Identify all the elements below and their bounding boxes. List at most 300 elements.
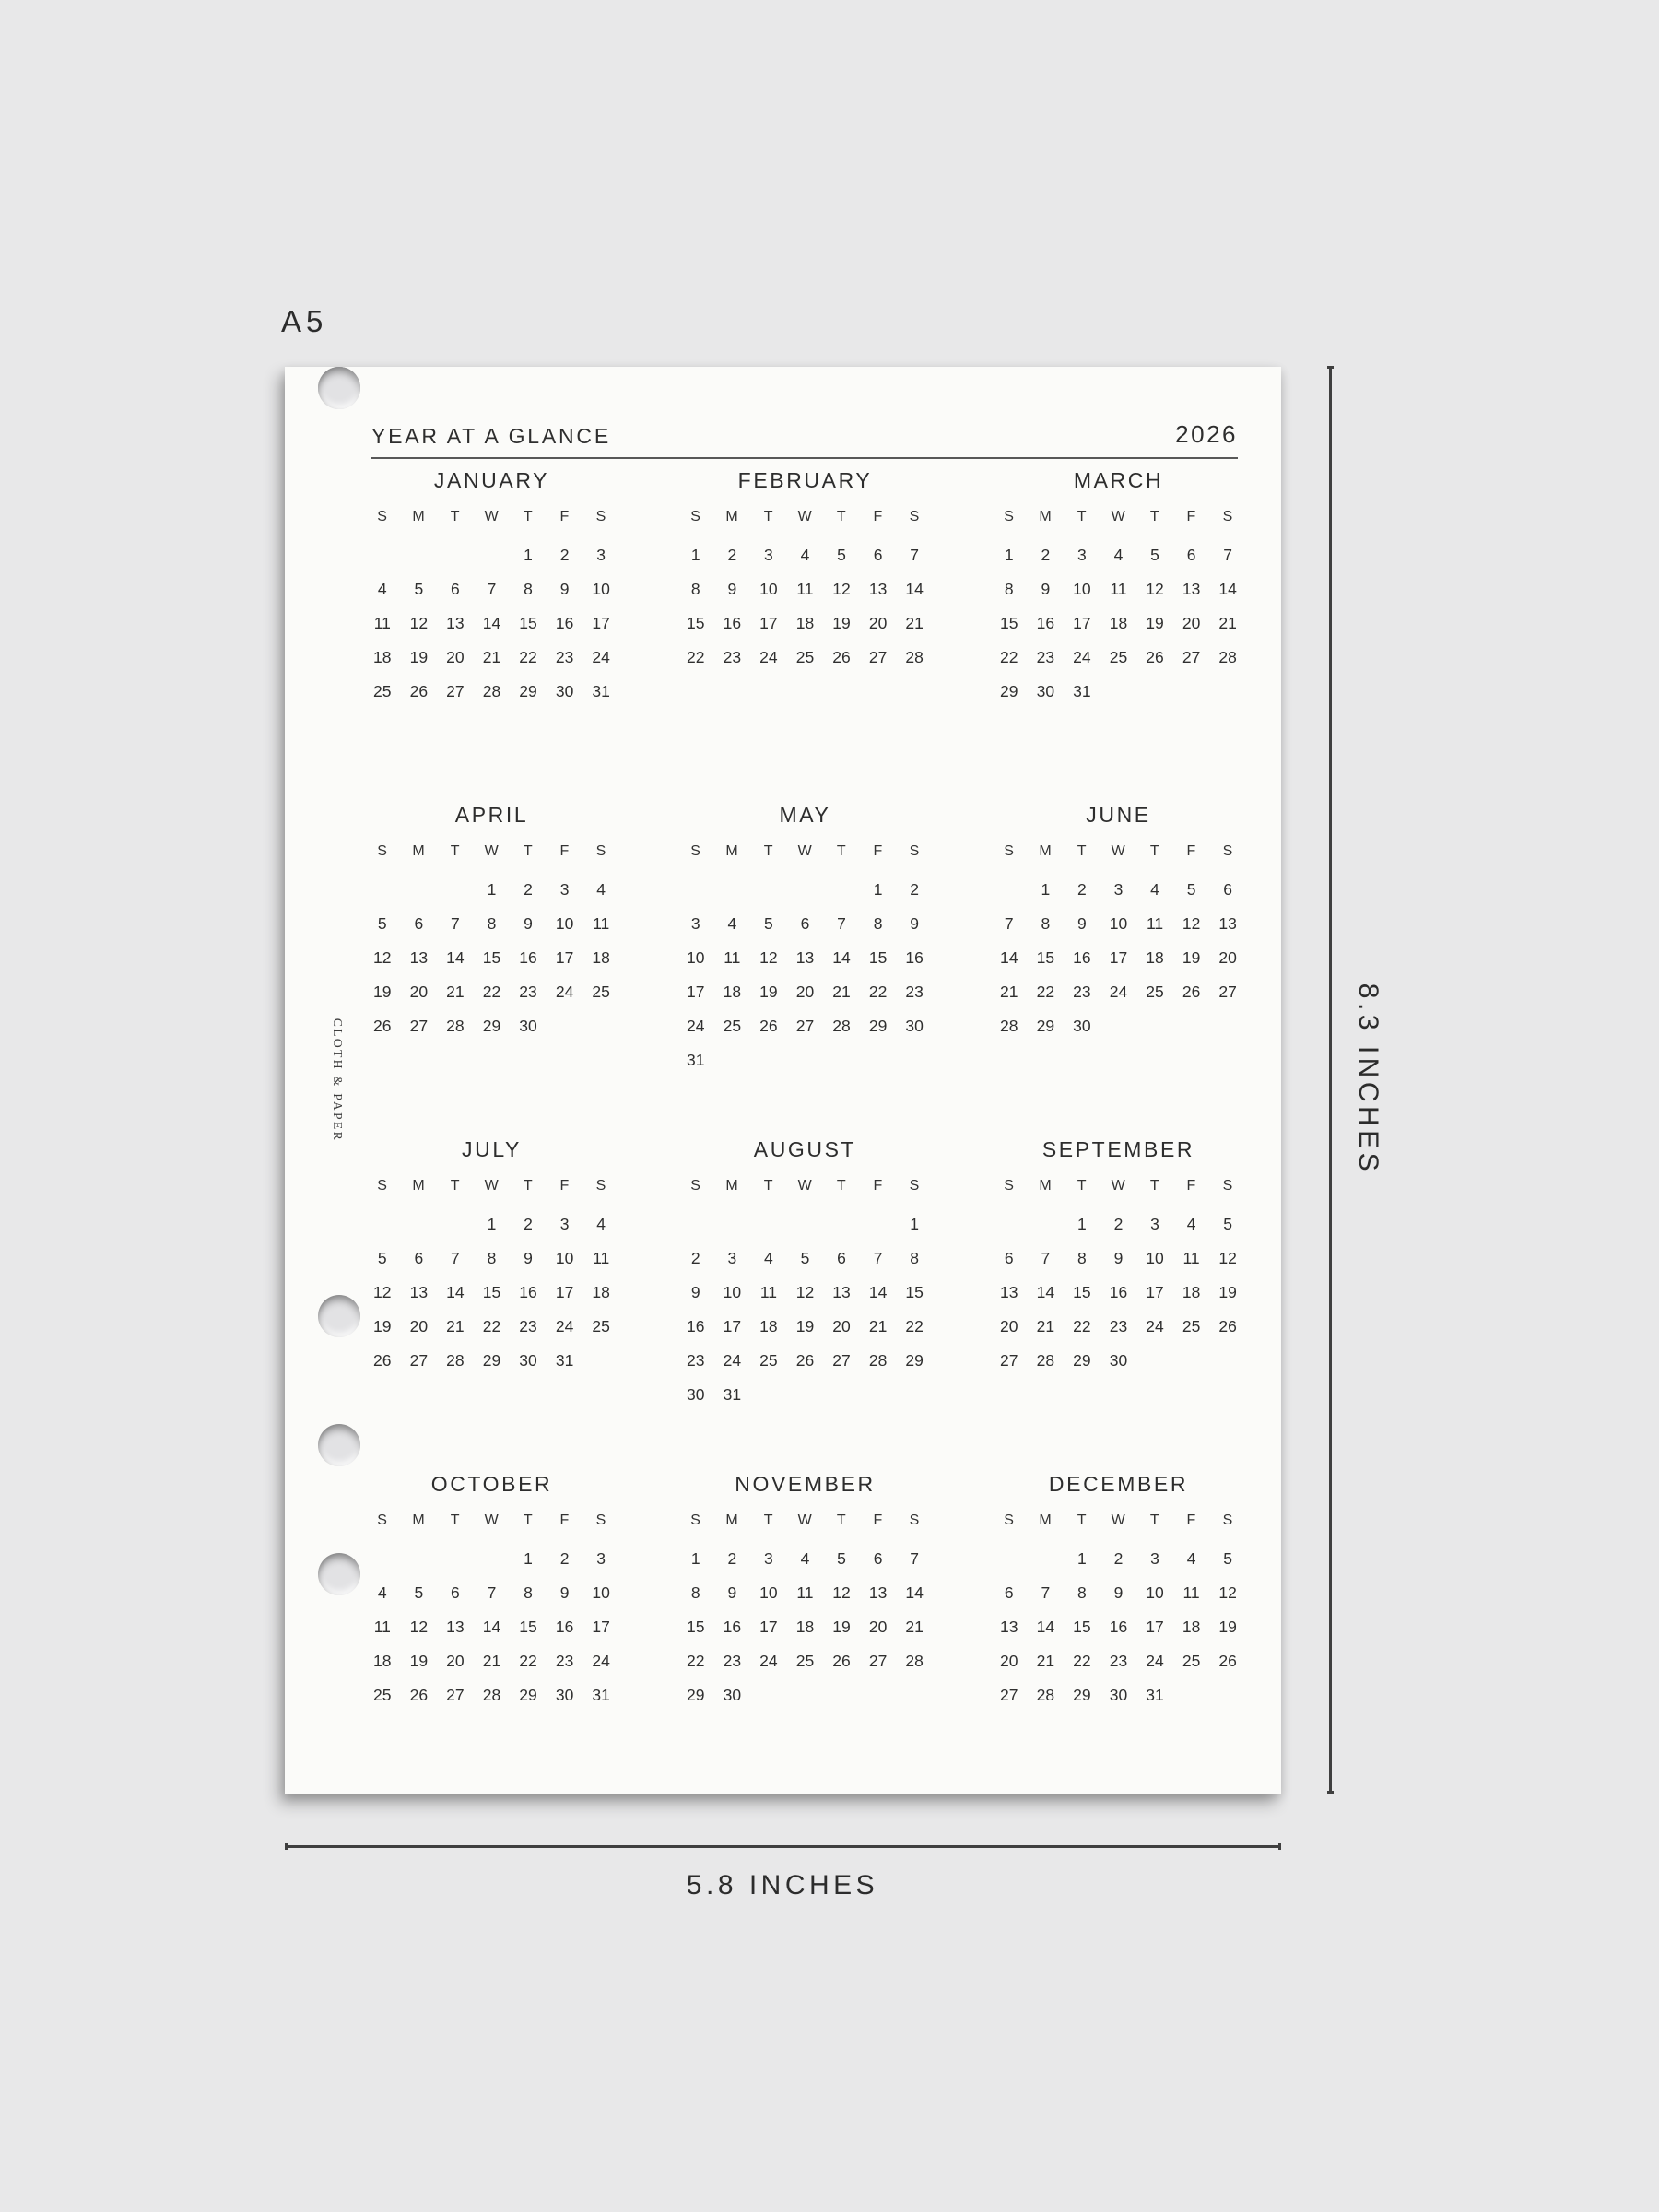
date-cell: 26 [373, 1351, 392, 1370]
week-row [677, 873, 933, 907]
weekday-label: T [763, 509, 774, 524]
weekday-label: S [595, 843, 606, 859]
date-cell: 6 [414, 1249, 424, 1267]
date-cell: 4 [764, 1249, 773, 1267]
week-row [677, 538, 933, 572]
weekday-label: M [1039, 1178, 1053, 1194]
months-grid [364, 468, 1246, 1806]
date-cell: 16 [1073, 948, 1091, 967]
weekday-label: M [725, 509, 739, 524]
date-cell: 24 [1109, 982, 1128, 1001]
weekday-header-row [991, 503, 1246, 531]
date-cell: 5 [414, 1583, 424, 1602]
punch-hole [318, 1295, 360, 1337]
date-cell: 4 [377, 1583, 387, 1602]
date-cell: 25 [1146, 982, 1164, 1001]
date-cell: 5 [800, 1249, 810, 1267]
date-cell: 5 [414, 580, 424, 598]
date-cell: 1 [873, 880, 883, 899]
weekday-label: S [1222, 1178, 1233, 1194]
date-cell: 30 [555, 1686, 574, 1704]
date-cell: 22 [905, 1317, 924, 1335]
date-cell: 21 [905, 1618, 924, 1636]
date-cell: 16 [519, 948, 537, 967]
date-cell: 18 [723, 982, 742, 1001]
date-cell: 4 [800, 1549, 810, 1568]
month-title: JUNE [1086, 803, 1151, 827]
date-cell: 2 [559, 546, 570, 564]
date-cell: 30 [1073, 1017, 1091, 1035]
week-row [991, 975, 1246, 1009]
weekday-label: M [725, 1178, 739, 1194]
date-cell: 22 [1000, 648, 1018, 666]
weekday-label: W [1111, 1512, 1126, 1528]
week-row [364, 1678, 619, 1712]
size-label: A5 [281, 304, 328, 338]
date-cell: 28 [1036, 1351, 1055, 1370]
date-cell: 8 [524, 580, 533, 598]
date-cell: 16 [687, 1317, 705, 1335]
week-row [364, 1542, 619, 1576]
date-cell: 26 [1146, 648, 1164, 666]
date-cell: 31 [555, 1351, 574, 1370]
date-cell: 19 [1218, 1618, 1237, 1636]
date-cell: 24 [1073, 648, 1091, 666]
page-title: YEAR AT A GLANCE [371, 424, 611, 448]
week-row [364, 606, 619, 641]
week-row [991, 538, 1246, 572]
week-row [991, 1276, 1246, 1310]
date-cell: 25 [592, 982, 610, 1001]
weekday-label: T [450, 843, 461, 859]
date-cell: 15 [482, 1283, 501, 1301]
week-row [677, 1241, 933, 1276]
date-cell: 28 [868, 1351, 888, 1370]
date-cell: 4 [596, 880, 606, 899]
date-cell: 25 [723, 1017, 742, 1035]
brand-label: CLOTH & PAPER [331, 1018, 345, 1143]
date-cell: 23 [687, 1351, 705, 1370]
date-cell: 13 [446, 1618, 465, 1636]
week-row [991, 1644, 1246, 1678]
date-cell: 3 [727, 1249, 737, 1267]
date-cell: 21 [446, 1317, 465, 1335]
date-cell: 16 [555, 614, 574, 632]
date-cell: 29 [482, 1351, 501, 1370]
date-cell: 19 [373, 982, 392, 1001]
date-cell: 20 [1218, 948, 1237, 967]
weekday-label: F [1186, 1178, 1196, 1194]
date-cell: 20 [1000, 1317, 1018, 1335]
date-cell: 17 [1146, 1618, 1164, 1636]
weekday-label: M [412, 843, 426, 859]
date-cell: 24 [723, 1351, 742, 1370]
date-cell: 19 [373, 1317, 392, 1335]
date-cell: 8 [1004, 580, 1014, 598]
date-cell: 10 [1109, 914, 1128, 933]
date-cell: 6 [873, 546, 883, 564]
date-cell: 14 [905, 580, 924, 598]
week-row [364, 1576, 619, 1610]
weekday-header-row [677, 1507, 933, 1535]
week-row [991, 1610, 1246, 1644]
date-cell: 7 [910, 1549, 920, 1568]
date-cell: 6 [800, 914, 810, 933]
date-cell: 19 [1182, 948, 1201, 967]
date-cell: 3 [1150, 1549, 1159, 1568]
date-cell: 11 [724, 948, 741, 967]
week-row [364, 641, 619, 675]
date-cell: 19 [409, 1652, 429, 1670]
month-calendar [677, 468, 933, 803]
date-cell: 3 [1077, 546, 1087, 564]
date-cell: 7 [451, 914, 460, 933]
date-cell: 30 [687, 1385, 705, 1404]
week-row [991, 1678, 1246, 1712]
weekday-label: M [412, 1512, 426, 1528]
date-cell: 3 [559, 880, 570, 899]
month-title: NOVEMBER [735, 1472, 876, 1496]
weekday-label: W [1111, 1178, 1126, 1194]
month-calendar [991, 1472, 1246, 1806]
date-cell: 12 [832, 1583, 851, 1602]
date-cell: 22 [687, 648, 705, 666]
weekday-label: T [1077, 1178, 1088, 1194]
date-cell: 1 [690, 546, 700, 564]
date-cell: 22 [687, 1652, 705, 1670]
week-row [991, 873, 1246, 907]
week-row [677, 1678, 933, 1712]
date-cell: 17 [687, 982, 705, 1001]
date-cell: 29 [1073, 1351, 1091, 1370]
date-cell: 22 [482, 982, 501, 1001]
date-cell: 21 [482, 1652, 501, 1670]
week-row [364, 675, 619, 709]
date-cell: 9 [1077, 914, 1087, 933]
date-cell: 5 [377, 1249, 387, 1267]
date-cell: 2 [524, 1215, 533, 1233]
date-cell: 11 [593, 1249, 610, 1267]
date-cell: 23 [519, 1317, 537, 1335]
date-cell: 29 [868, 1017, 888, 1035]
weekday-label: T [450, 509, 461, 524]
week-row [677, 1344, 933, 1378]
date-cell: 28 [482, 1686, 501, 1704]
date-cell: 21 [868, 1317, 888, 1335]
date-cell: 19 [759, 982, 778, 1001]
date-cell: 28 [1218, 648, 1237, 666]
month-calendar [991, 1137, 1246, 1472]
week-row [677, 1207, 933, 1241]
date-cell: 1 [524, 1549, 533, 1568]
date-cell: 15 [1073, 1618, 1091, 1636]
weekday-label: T [523, 509, 534, 524]
date-cell: 3 [596, 546, 606, 564]
week-row [991, 641, 1246, 675]
date-cell: 10 [1146, 1583, 1164, 1602]
date-cell: 24 [759, 1652, 778, 1670]
width-dimension-label: 5.8 INCHES [686, 1870, 879, 1900]
week-row [677, 641, 933, 675]
date-cell: 19 [409, 648, 429, 666]
date-cell: 21 [1218, 614, 1237, 632]
weekday-label: T [450, 1178, 461, 1194]
week-row [364, 1310, 619, 1344]
week-row [991, 572, 1246, 606]
weekday-label: S [1222, 843, 1233, 859]
date-cell: 7 [451, 1249, 460, 1267]
month-calendar [677, 1472, 933, 1806]
date-cell: 15 [1000, 614, 1018, 632]
date-cell: 17 [759, 1618, 778, 1636]
punch-hole [318, 367, 360, 409]
weekday-header-row [991, 1507, 1246, 1535]
date-cell: 18 [795, 1618, 815, 1636]
date-cell: 13 [409, 948, 429, 967]
weekday-label: W [484, 509, 500, 524]
date-cell: 8 [910, 1249, 920, 1267]
date-cell: 17 [592, 614, 610, 632]
date-cell: 31 [592, 1686, 610, 1704]
date-cell: 5 [837, 1549, 846, 1568]
weekday-label: F [873, 1178, 883, 1194]
date-cell: 10 [759, 1583, 778, 1602]
date-cell: 12 [1182, 914, 1201, 933]
date-cell: 17 [1109, 948, 1128, 967]
date-cell: 8 [1041, 914, 1051, 933]
date-cell: 27 [832, 1351, 851, 1370]
weekday-label: T [763, 843, 774, 859]
week-row [677, 1610, 933, 1644]
weekday-label: T [1149, 509, 1160, 524]
weekday-label: F [559, 1512, 570, 1528]
date-cell: 13 [1182, 580, 1201, 598]
date-cell: 6 [414, 914, 424, 933]
date-cell: 29 [519, 682, 537, 700]
weekday-label: S [1004, 509, 1015, 524]
date-cell: 3 [596, 1549, 606, 1568]
date-cell: 18 [373, 1652, 392, 1670]
weekday-label: S [595, 509, 606, 524]
weekday-label: S [1004, 1512, 1015, 1528]
weekday-label: M [412, 509, 426, 524]
date-cell: 5 [837, 546, 846, 564]
date-cell: 11 [1110, 580, 1127, 598]
weekday-label: W [797, 1512, 813, 1528]
date-cell: 26 [1218, 1652, 1237, 1670]
date-cell: 2 [1113, 1215, 1124, 1233]
weekday-label: S [909, 509, 920, 524]
date-cell: 1 [487, 880, 497, 899]
week-row [991, 1344, 1246, 1378]
date-cell: 23 [1073, 982, 1091, 1001]
week-row [364, 1241, 619, 1276]
date-cell: 13 [1000, 1283, 1018, 1301]
month-calendar [677, 803, 933, 1137]
weekday-label: T [1149, 1178, 1160, 1194]
weekday-label: S [595, 1512, 606, 1528]
date-cell: 4 [377, 580, 387, 598]
date-cell: 23 [555, 648, 574, 666]
month-calendar [677, 1137, 933, 1472]
date-cell: 15 [905, 1283, 924, 1301]
weekday-label: F [559, 843, 570, 859]
date-cell: 15 [868, 948, 888, 967]
weekday-label: T [763, 1178, 774, 1194]
week-row [677, 1276, 933, 1310]
month-title: DECEMBER [1048, 1472, 1189, 1496]
date-cell: 14 [446, 1283, 465, 1301]
weekday-label: S [377, 509, 388, 524]
date-cell: 10 [555, 1249, 574, 1267]
weekday-label: F [1186, 1512, 1196, 1528]
date-cell: 22 [868, 982, 888, 1001]
date-cell: 7 [1041, 1249, 1051, 1267]
date-cell: 12 [1218, 1249, 1237, 1267]
date-cell: 14 [905, 1583, 924, 1602]
date-cell: 4 [1113, 546, 1124, 564]
date-cell: 22 [482, 1317, 501, 1335]
date-cell: 3 [690, 914, 700, 933]
date-cell: 20 [832, 1317, 851, 1335]
weekday-label: W [484, 1512, 500, 1528]
date-cell: 1 [487, 1215, 497, 1233]
date-cell: 10 [687, 948, 705, 967]
date-cell: 24 [555, 1317, 574, 1335]
date-cell: 21 [1036, 1652, 1055, 1670]
date-cell: 13 [1000, 1618, 1018, 1636]
date-cell: 2 [559, 1549, 570, 1568]
date-cell: 7 [1223, 546, 1233, 564]
date-cell: 10 [592, 1583, 610, 1602]
page-year: 2026 [1175, 420, 1238, 448]
date-cell: 9 [1113, 1249, 1124, 1267]
date-cell: 20 [868, 614, 888, 632]
date-cell: 10 [1146, 1249, 1164, 1267]
date-cell: 20 [795, 982, 815, 1001]
date-cell: 14 [1036, 1283, 1055, 1301]
date-cell: 9 [910, 914, 920, 933]
weekday-label: M [725, 843, 739, 859]
date-cell: 22 [1036, 982, 1055, 1001]
weekday-header-row [364, 1172, 619, 1200]
week-row [364, 975, 619, 1009]
date-cell: 26 [409, 682, 429, 700]
date-cell: 2 [1113, 1549, 1124, 1568]
date-cell: 12 [373, 1283, 392, 1301]
date-cell: 19 [795, 1317, 815, 1335]
weekday-label: M [1039, 843, 1053, 859]
week-row [677, 941, 933, 975]
date-cell: 5 [1223, 1549, 1233, 1568]
date-cell: 26 [832, 1652, 851, 1670]
date-cell: 6 [1004, 1249, 1014, 1267]
date-cell: 1 [1004, 546, 1014, 564]
date-cell: 18 [1109, 614, 1128, 632]
week-row [991, 907, 1246, 941]
month-calendar [364, 803, 619, 1137]
date-cell: 25 [373, 1686, 392, 1704]
weekday-label: S [690, 1512, 701, 1528]
date-cell: 1 [1077, 1215, 1087, 1233]
date-cell: 6 [1223, 880, 1233, 899]
weekday-label: S [595, 1178, 606, 1194]
date-cell: 9 [1041, 580, 1051, 598]
date-cell: 27 [1218, 982, 1237, 1001]
date-cell: 15 [482, 948, 501, 967]
week-row [364, 907, 619, 941]
week-row [677, 1009, 933, 1043]
week-row [991, 1241, 1246, 1276]
date-cell: 11 [1146, 914, 1164, 933]
date-cell: 20 [409, 1317, 429, 1335]
week-row [677, 1576, 933, 1610]
date-cell: 17 [1146, 1283, 1164, 1301]
week-row [677, 1310, 933, 1344]
weekday-header-row [364, 838, 619, 865]
page-header [371, 409, 1238, 459]
weekday-label: F [1186, 509, 1196, 524]
date-cell: 8 [487, 914, 497, 933]
date-cell: 6 [873, 1549, 883, 1568]
date-cell: 14 [1036, 1618, 1055, 1636]
date-cell: 1 [1041, 880, 1051, 899]
date-cell: 2 [524, 880, 533, 899]
date-cell: 30 [723, 1686, 742, 1704]
date-cell: 23 [723, 1652, 742, 1670]
date-cell: 24 [592, 1652, 610, 1670]
weekday-label: T [523, 1512, 534, 1528]
date-cell: 16 [1109, 1283, 1128, 1301]
date-cell: 18 [1182, 1283, 1201, 1301]
week-row [364, 1344, 619, 1378]
date-cell: 4 [1186, 1549, 1196, 1568]
date-cell: 29 [905, 1351, 924, 1370]
date-cell: 10 [1073, 580, 1091, 598]
date-cell: 29 [482, 1017, 501, 1035]
date-cell: 12 [409, 614, 429, 632]
date-cell: 1 [1077, 1549, 1087, 1568]
date-cell: 25 [1182, 1317, 1201, 1335]
date-cell: 28 [446, 1351, 465, 1370]
date-cell: 9 [690, 1283, 700, 1301]
week-row [677, 572, 933, 606]
weekday-header-row [364, 1507, 619, 1535]
month-title: AUGUST [753, 1137, 857, 1161]
date-cell: 1 [690, 1549, 700, 1568]
weekday-label: M [1039, 509, 1053, 524]
week-row [991, 1310, 1246, 1344]
date-cell: 27 [446, 1686, 465, 1704]
month-title: SEPTEMBER [1041, 1137, 1195, 1161]
date-cell: 26 [1218, 1317, 1237, 1335]
date-cell: 18 [592, 1283, 610, 1301]
date-cell: 22 [1073, 1652, 1091, 1670]
weekday-label: S [690, 843, 701, 859]
date-cell: 25 [795, 1652, 815, 1670]
weekday-header-row [364, 503, 619, 531]
date-cell: 5 [764, 914, 773, 933]
weekday-label: W [797, 1178, 813, 1194]
date-cell: 14 [868, 1283, 888, 1301]
month-calendar [364, 1137, 619, 1472]
date-cell: 6 [451, 580, 460, 598]
date-cell: 19 [1218, 1283, 1237, 1301]
date-cell: 3 [1113, 880, 1124, 899]
date-cell: 7 [1004, 914, 1014, 933]
date-cell: 27 [1182, 648, 1201, 666]
date-cell: 14 [482, 1618, 501, 1636]
